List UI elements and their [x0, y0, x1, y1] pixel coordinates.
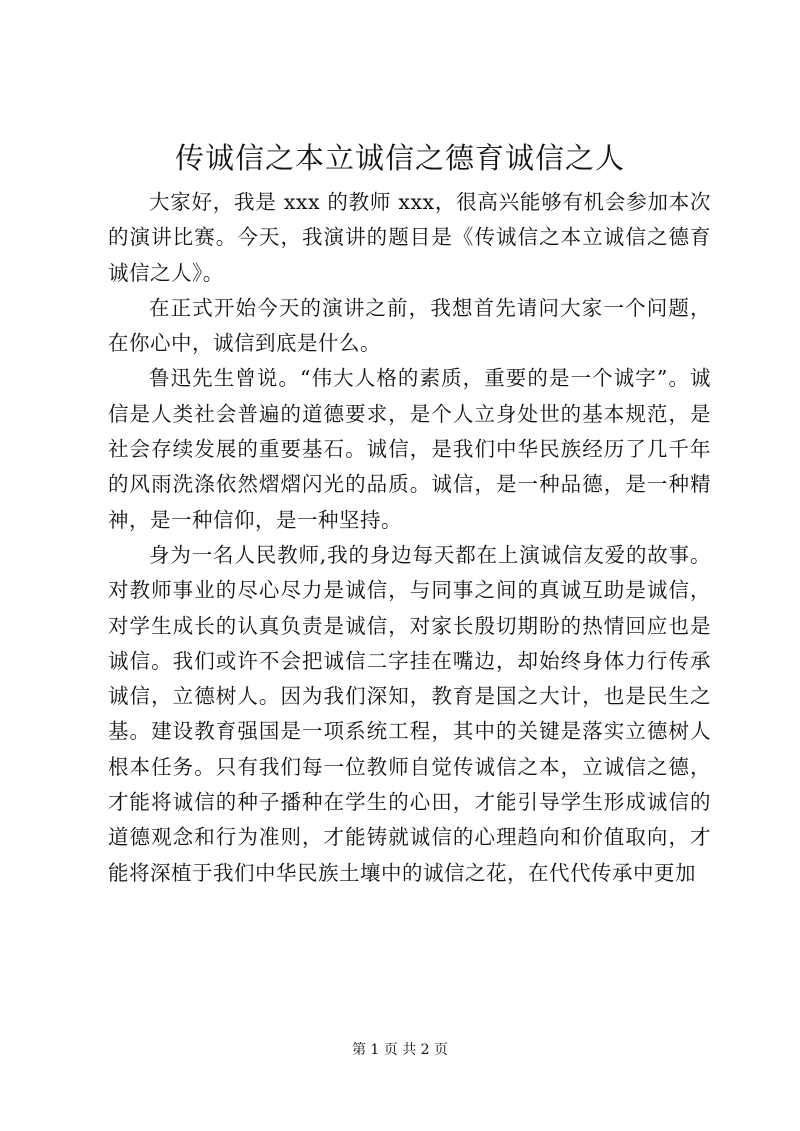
- document-title: 传诚信之本立诚信之德育诚信之人: [174, 141, 625, 175]
- paragraph-question: 在正式开始今天的演讲之前，我想首先请问大家一个问题，在你心中，诚信到底是什么。: [108, 295, 711, 356]
- paragraph-greeting: 大家好，我是 xxx 的教师 xxx，很高兴能够有机会参加本次的演讲比赛。今天，我演讲的题目是《传诚信之本立诚信之德育诚信之人》。: [108, 190, 711, 285]
- document-body: [108, 185, 711, 891]
- page-footer: 第 1 页 共 2 页: [351, 1042, 449, 1058]
- paragraph-teacher: 身为一名人民教师,我的身边每天都在上演诚信友爱的故事。对教师事业的尽心尽力是诚信，与同事之间的真诚互助是诚信，对学生成长的认真负责是诚信，对家长殷切期盼的热情回应也是诚信。我们或许不会把诚信二字挂在嘴边，却始终身体力行传承诚信，立德树人。因为我们深知，教育是国之大计，也是民生之基。建设教育强国是一项系统工程，其中的关键是落实立德树人根本任务。只有我们每一位教师自觉传诚信之本，立诚信之德，才能将诚信的种子播种在学生的心田，才能引导学生形成诚信的道德观念和行为准则，才能铸就诚信的心理趋向和价值取向，才能将深植于我们中华民族土壤中的诚信之花，在代代传承中更加: [108, 542, 711, 885]
- paragraph-luxun-quote: 鲁迅先生曾说。“伟大人格的素质，重要的是一个诚字”。诚信是人类社会普遍的道德要求，是个人立身处世的基本规范，是社会存续发展的重要基石。诚信，是我们中华民族经历了几千年的风雨洗涤依然熠熠闪光的品质。诚信，是一种品德，是一种精神，是一种信仰，是一种坚持。: [108, 366, 711, 532]
